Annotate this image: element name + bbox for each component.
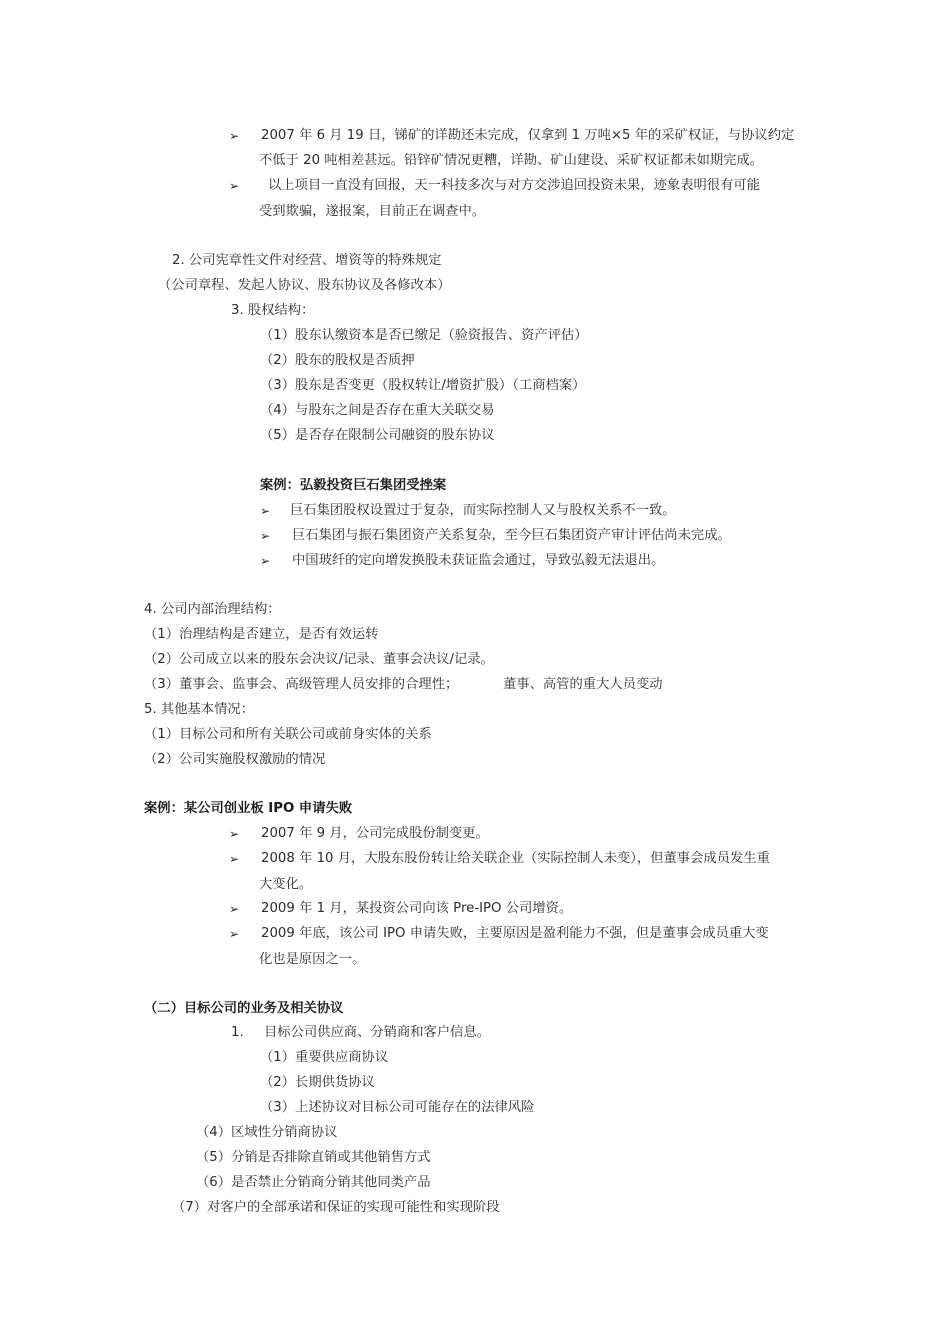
bullet-arrow-icon: ➢	[229, 852, 240, 866]
bullet-text: 受到欺骗，遂报案，目前正在调查中。	[259, 204, 486, 219]
list-item: （3）上述协议对目标公司可能存在的法律风险	[260, 1100, 535, 1115]
list-item: （1）目标公司和所有关联公司或前身实体的关系	[144, 727, 432, 742]
section-subheading: （公司章程、发起人协议、股东协议及各修改本）	[158, 278, 451, 293]
list-item: （4）区域性分销商协议	[196, 1125, 338, 1140]
bullet-text: 2007 年 9 月，公司完成股份制变更。	[261, 826, 489, 841]
part-heading: （二）目标公司的业务及相关协议	[144, 1001, 344, 1016]
case-title: 案例：某公司创业板 IPO 申请失败	[144, 801, 353, 816]
list-item: （7）对客户的全部承诺和保证的实现可能性和实现阶段	[172, 1200, 500, 1215]
bullet-arrow-icon: ➢	[229, 827, 240, 841]
list-item: （5）是否存在限制公司融资的股东协议	[260, 428, 495, 443]
bullet-text: 2008 年 10 月，大股东股份转让给关联企业（实际控制人未变），但董事会成员发生重	[261, 851, 770, 866]
section-heading: 5. 其他基本情况：	[144, 702, 254, 717]
section-heading: 3. 股权结构：	[231, 303, 315, 318]
bullet-arrow-icon: ➢	[229, 927, 240, 941]
list-item: （2）长期供货协议	[260, 1075, 375, 1090]
bullet-text: 2009 年底，该公司 IPO 申请失败，主要原因是盈利能力不强，但是董事会成员重大变	[261, 926, 769, 941]
bullet-text: 2007 年 6 月 19 日，锑矿的详勘还未完成，仅拿到 1 万吨×5 年的采矿权证，与协议约定	[261, 128, 795, 143]
case-title: 案例：弘毅投资巨石集团受挫案	[260, 478, 447, 493]
list-item-extra: 董事、高管的重大人员变动	[503, 677, 663, 692]
bullet-arrow-icon: ➢	[260, 554, 271, 568]
list-item: （6）是否禁止分销商分销其他同类产品	[196, 1175, 431, 1190]
list-item: （1）重要供应商协议	[260, 1050, 389, 1065]
list-item: （2）公司成立以来的股东会决议/记录、董事会决议/记录。	[144, 652, 494, 667]
bullet-text: 巨石集团与振石集团资产关系复杂，至今巨石集团资产审计评估尚未完成。	[292, 528, 731, 543]
bullet-arrow-icon: ➢	[229, 902, 240, 916]
section-heading: 4. 公司内部治理结构：	[144, 602, 281, 617]
list-item: 目标公司供应商、分销商和客户信息。	[264, 1025, 491, 1040]
list-item: （2）股东的股权是否质押	[260, 353, 415, 368]
bullet-text: 不低于 20 吨相差甚远。铅锌矿情况更糟，详勘、矿山建设、采矿权证都未如期完成。	[259, 153, 764, 168]
bullet-arrow-icon: ➢	[229, 179, 240, 193]
bullet-text: 化也是原因之一。	[259, 952, 366, 967]
list-item: （3）董事会、监事会、高级管理人员安排的合理性；	[144, 677, 459, 692]
list-item: （4）与股东之间是否存在重大关联交易	[260, 403, 495, 418]
bullet-text: 2009 年 1 月，某投资公司向该 Pre-IPO 公司增资。	[261, 901, 573, 916]
bullet-arrow-icon: ➢	[229, 129, 240, 143]
bullet-text: 巨石集团股权设置过于复杂，而实际控制人又与股权关系不一致。	[290, 503, 676, 518]
list-item: （5）分销是否排除直销或其他销售方式	[196, 1150, 431, 1165]
section-heading: 2. 公司宪章性文件对经营、增资等的特殊规定	[172, 253, 442, 268]
list-item: （1）治理结构是否建立，是否有效运转	[144, 627, 379, 642]
bullet-arrow-icon: ➢	[260, 504, 271, 518]
list-item: （2）公司实施股权激励的情况	[144, 752, 326, 767]
bullet-text: 以上项目一直没有回报，天一科技多次与对方交涉追回投资未果，迹象表明很有可能	[268, 178, 760, 193]
bullet-text: 大变化。	[259, 877, 313, 892]
list-item: （1）股东认缴资本是否已缴足（验资报告、资产评估）	[260, 328, 588, 343]
list-item: （3）股东是否变更（股权转让/增资扩股）（工商档案）	[260, 378, 586, 393]
list-number: 1.	[231, 1025, 244, 1040]
bullet-text: 中国玻纤的定向增发换股未获证监会通过，导致弘毅无法退出。	[292, 553, 665, 568]
bullet-arrow-icon: ➢	[260, 529, 271, 543]
